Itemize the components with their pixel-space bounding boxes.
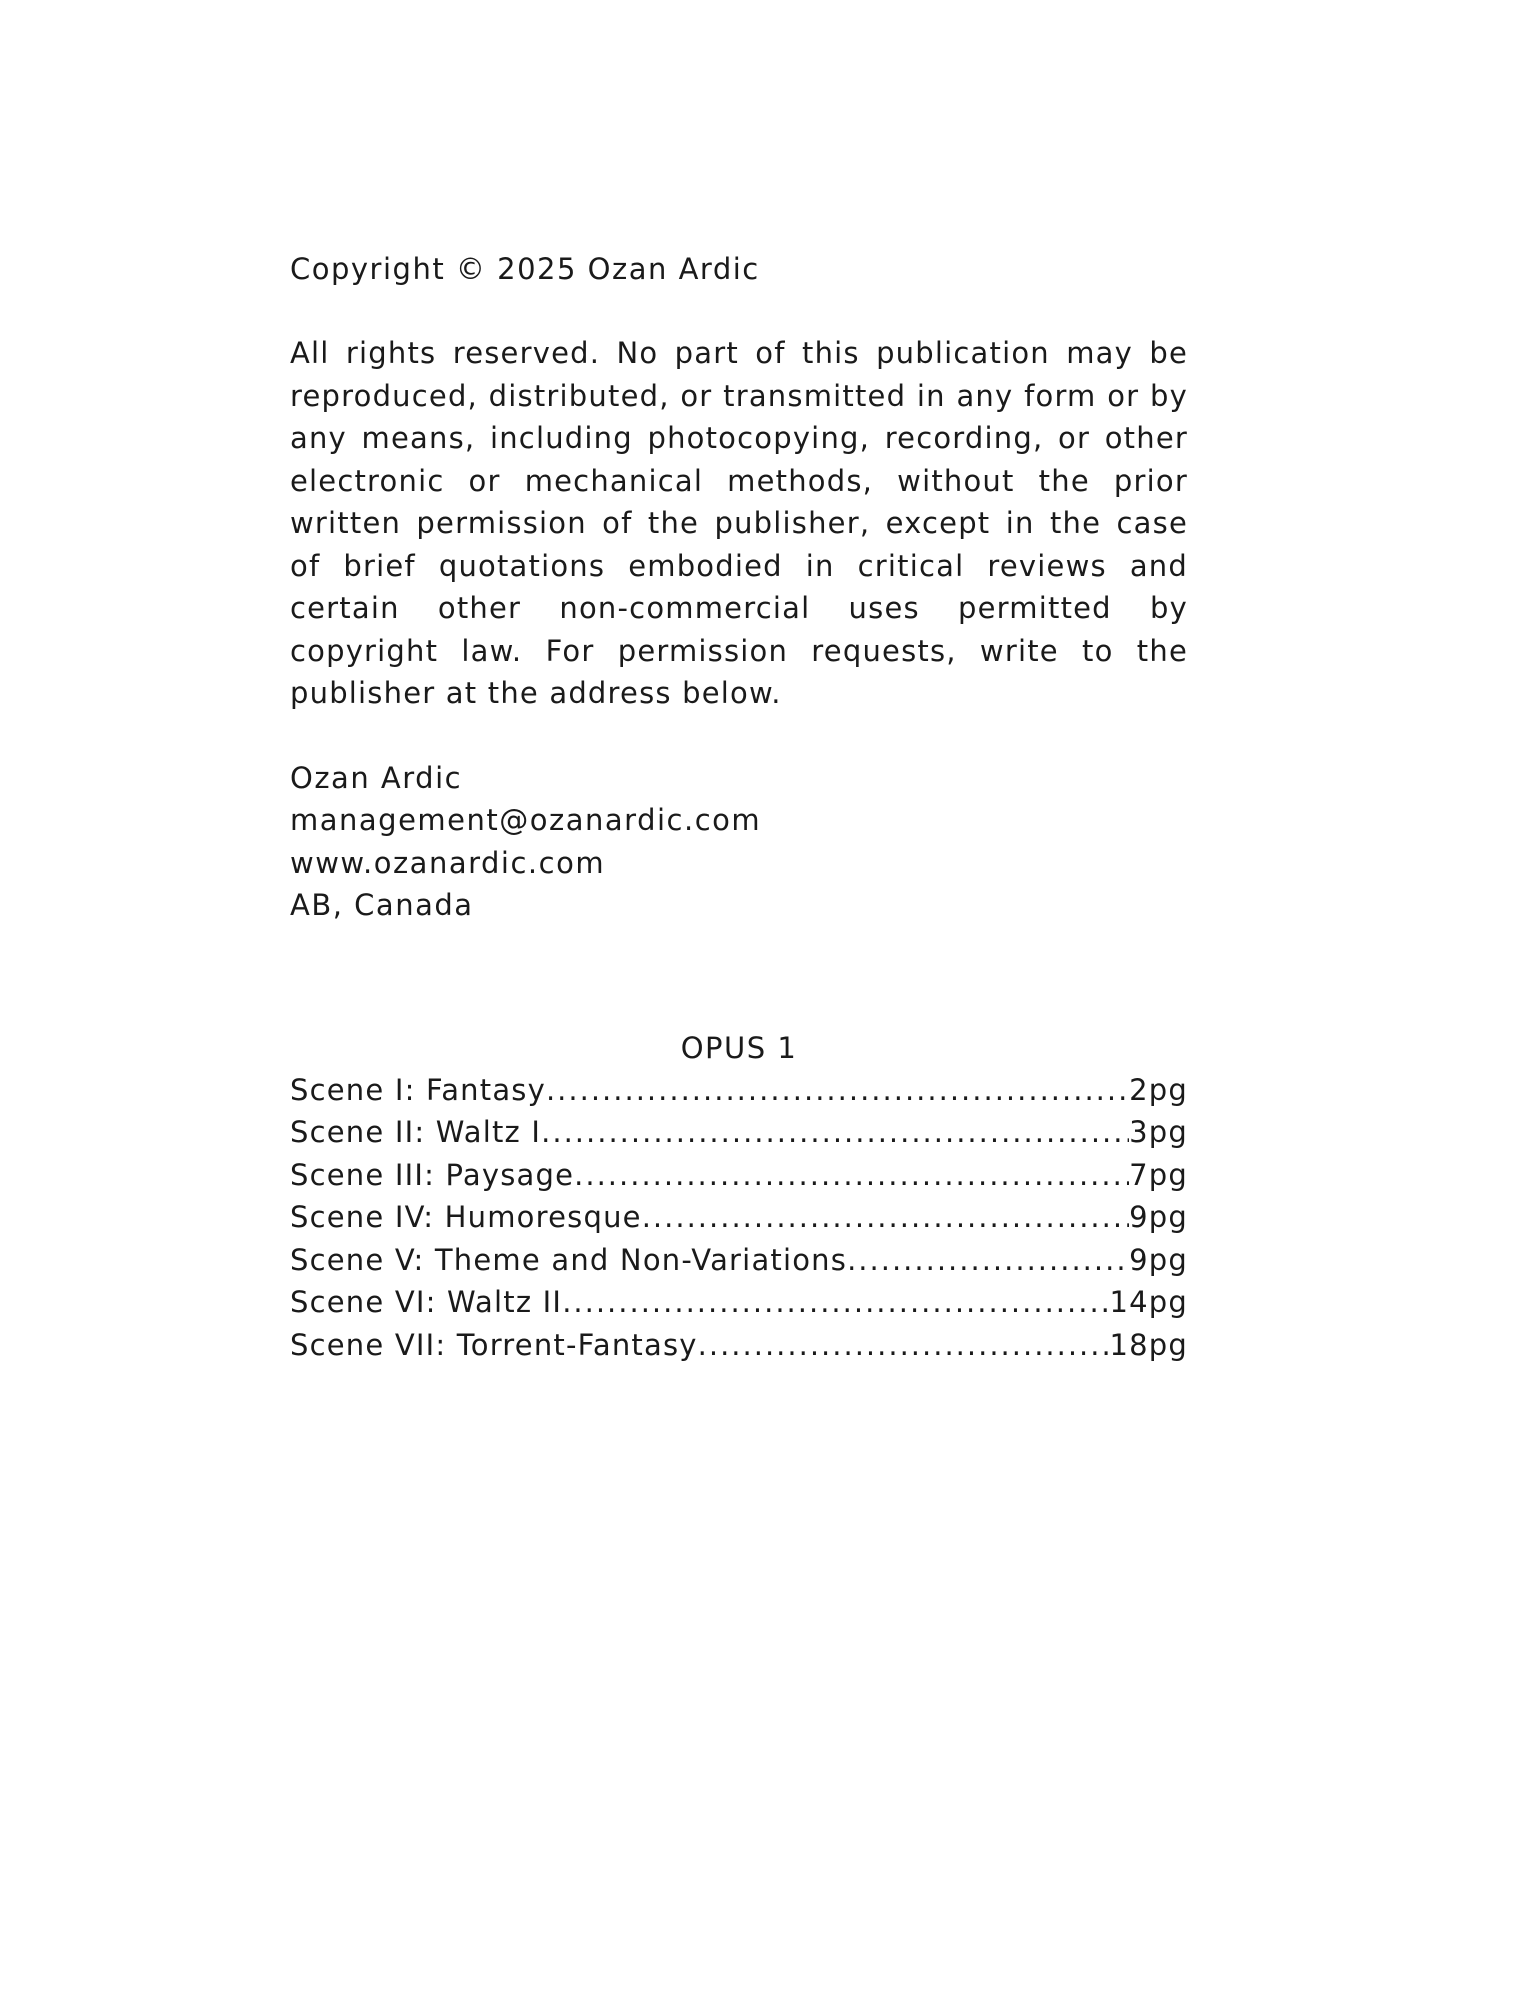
document-page bbox=[290, 248, 1188, 1366]
toc-entry-title: Scene V: Theme and Non-Variations bbox=[290, 1242, 848, 1277]
contact-location: AB, Canada bbox=[290, 888, 474, 922]
contact-block bbox=[290, 757, 1188, 927]
table-of-contents bbox=[290, 1027, 1188, 1367]
toc-entry-title: Scene IV: Humoresque bbox=[290, 1200, 642, 1234]
contact-website: www.ozanardic.com bbox=[290, 845, 606, 880]
copyright-notice: Copyright © 2025 Ozan Ardic bbox=[290, 252, 760, 286]
toc-dot-leader bbox=[541, 1111, 1129, 1154]
contact-email: management@ozanardic.com bbox=[290, 803, 762, 837]
toc-entry-page: 14pg bbox=[1109, 1285, 1188, 1319]
toc-dot-leader bbox=[642, 1196, 1129, 1239]
toc-dot-leader bbox=[698, 1324, 1110, 1367]
toc-entry bbox=[290, 1069, 1188, 1112]
toc-dot-leader bbox=[847, 1239, 1129, 1282]
toc-entry-title: Scene III: Paysage bbox=[290, 1157, 575, 1192]
toc-entry-page: 18pg bbox=[1109, 1327, 1188, 1362]
toc-entry bbox=[290, 1324, 1188, 1367]
toc-entry bbox=[290, 1196, 1188, 1239]
toc-entry-title: Scene II: Waltz I bbox=[290, 1115, 542, 1149]
toc-entry-title: Scene I: Fantasy bbox=[290, 1072, 546, 1107]
toc-dot-leader bbox=[562, 1281, 1109, 1324]
toc-entry bbox=[290, 1281, 1188, 1324]
toc-entry-page: 3pg bbox=[1129, 1115, 1188, 1149]
toc-entry bbox=[290, 1154, 1188, 1197]
toc-entry-title: Scene VI: Waltz II bbox=[290, 1285, 563, 1319]
toc-list bbox=[290, 1069, 1188, 1367]
rights-paragraph: All rights reserved. No part of this publication may be reproduced, distributed, or transmitted in any form or by any means, including photocopying, recording, or other electronic or mechanical methods, without the prior written permission of the publisher, except in the case of brief quotations embodied in critical reviews and certain other non-commercial uses permitted by copyright law. For permission requests, write to the publisher at the address below. bbox=[290, 336, 1188, 710]
toc-dot-leader bbox=[574, 1154, 1129, 1197]
toc-entry-page: 7pg bbox=[1129, 1157, 1188, 1192]
toc-entry-title: Scene VII: Torrent-Fantasy bbox=[290, 1327, 698, 1362]
toc-entry-page: 2pg bbox=[1129, 1072, 1188, 1107]
contact-name: Ozan Ardic bbox=[290, 760, 463, 795]
toc-entry bbox=[290, 1111, 1188, 1154]
toc-entry-page: 9pg bbox=[1129, 1242, 1188, 1277]
toc-entry-page: 9pg bbox=[1129, 1200, 1188, 1234]
toc-heading: OPUS 1 bbox=[680, 1030, 798, 1065]
toc-entry bbox=[290, 1239, 1188, 1282]
toc-dot-leader bbox=[546, 1069, 1129, 1112]
